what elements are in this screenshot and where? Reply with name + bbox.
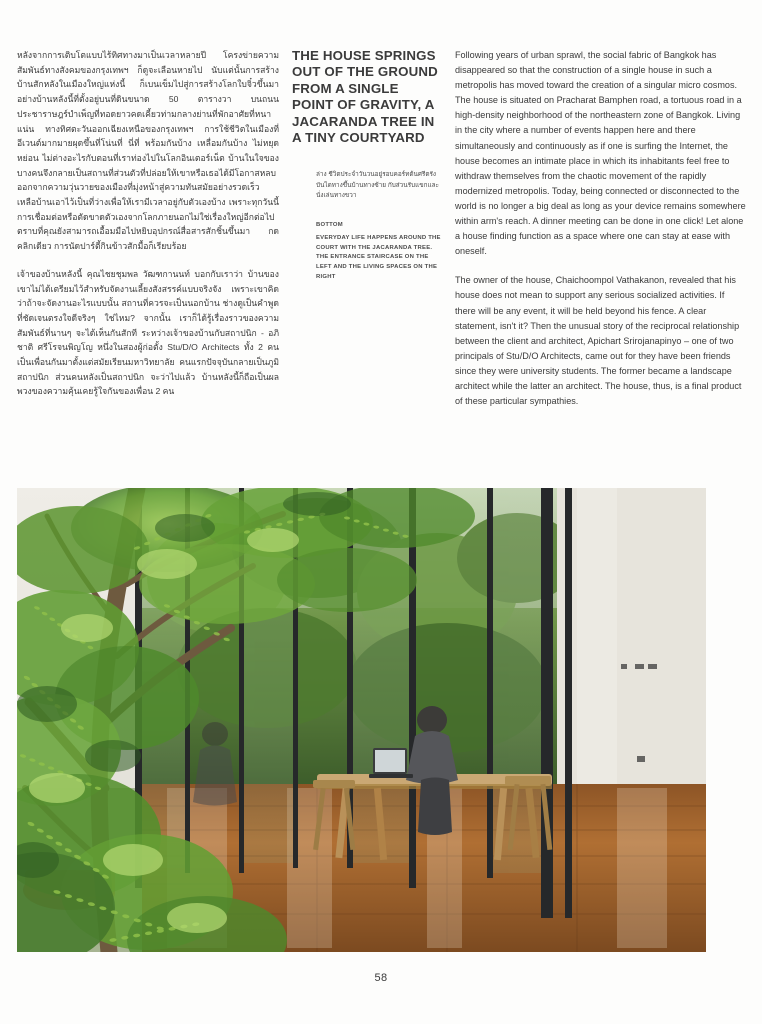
english-body-column bbox=[455, 48, 747, 423]
caption-english-lead: BOTTOM bbox=[316, 221, 343, 228]
page-title: THE HOUSE SPRINGS OUT OF THE GROUND FROM A SINGLE POINT OF GRAVITY, A JACARANDA TREE IN A TINY COURTYARD bbox=[292, 48, 438, 146]
caption-english-body: EVERYDAY LIFE HAPPENS AROUND THE COURT WITH THE JACARANDA TREE. THE ENTRANCE STAIRCASE ON THE LEFT AND THE LIVING SPACES ON THE RIGHT bbox=[316, 235, 441, 280]
english-paragraph-1: Following years of urban sprawl, the social fabric of Bangkok has disappeared so that the construction of a single house in such a metropolis has moved toward the creation of a singular micro cosmos. The house is situated on Pracharat Bamphen road, a tortuous road in a high-density neighborhood of the northeastern zone of Bangkok. Living in the city where a number of events happen here and there simultaneously and continuously as if one is surfing the Internet, the house becomes an intimate place in which its inhabitants feel free to withdraw themselves from the chaotic movement of the rapidly modernized metropolis. Today, being connected or disconnected to the world is no longer a big deal as long as your device remains somewhere within arm's reach. A dinner meeting can be done in one click! Let alone a house finding function as a space where one can stay at ease with oneself. bbox=[455, 50, 746, 257]
headline-caption-column bbox=[292, 48, 442, 282]
thai-paragraph-2: เจ้าของบ้านหลังนี้ คุณไชยชุมพล วัฒฑกานนท์ บอกกับเราว่า บ้านของเขาไม่ได้เตรียมไว้สำหรับจัดงานเลี้ยงสังสรรค์แบบจริงจัง เพราะเขาคิดว่าถ้าจะจัดงานอะไรแบบนั้น สถานที่ควรจะเป็นนอกบ้าน ช่างดูเป็นคำพูดที่ชัดเจนตรงใจดีจริงๆ ใช่ไหม? จากนั้น เราก็ได้รู้เรื่องราวของความสัมพันธ์ที่นานๆ จะได้เห็นกันสักที ระหว่างเจ้าของบ้านกับสถาปนิก - อภิชาติ ศรีโรจนพิญโญ หนึ่งในสองผู้ก่อตั้ง Stu/D/O Architects ทั้ง 2 คนเป็นเพื่อนกันมาตั้งแต่สมัยเรียนมหาวิทยาลัย คนแรกปัจจุบันกลายเป็นภูมิสถาปนิก ส่วนคนหลังเป็นสถาปนิก จะว่าไปแล้ว บ้านหลังนี้ก็ถือเป็นผลพวงของความคุ้นเคยรู้ใจกันของเพื่อน 2 คน bbox=[17, 268, 279, 397]
english-paragraph-2: The owner of the house, Chaichoompol Vathakanon, revealed that his house does not mean to support any serious socialized activities. If there will be any event, it will be held beyond his fence. A clear statement, isn't it? Then the unusual story of the reciprocal relationship between the client and architect, Apichart Srirojanapinyo – one of two principals of Stu/D/O Architects, came out for they have been friends since they were university students. The former became a landscape architect while the latter an architect. The house, thus, is a final product of these particular sympathies. bbox=[455, 275, 742, 407]
caption-english bbox=[316, 221, 442, 283]
thai-body-column bbox=[17, 48, 279, 412]
article-columns bbox=[0, 48, 762, 478]
thai-paragraph-1: หลังจากการเติบโตแบบไร้ทิศทางมาเป็นเวลาหลายปี โครงข่ายความสัมพันธ์ทางสังคมของกรุงเทพฯ ก็ดูจะเลือนหายไป นับแต่นั้นการสร้างบ้านสักหลังในเมืองใหญ่แห่งนี้ ก็เบนเข็มไปสู่การสร้างโลกใบจิ๋วขึ้นมา อย่างบ้านหลังนี้ที่ตั้งอยู่บนที่ดินขนาด 50 ตารางวา บนถนนประชาราษฎร์บำเพ็ญที่ทอดยาวคดเคี้ยวท่ามกลางย่านที่พักอาศัยที่หนาแน่น ทางทิศตะวันออกเฉียงเหนือของกรุงเทพฯ การใช้ชีวิตในเมืองที่อีเวนต์มากมายผุดขึ้นที่โน่นที่ นี่ที่ พร้อมกันบ้าง เหลื่อมกันบ้าง ไม่หยุดหย่อน ไม่ต่างอะไรกับตอนที่เราท่องไปในโลกอินเตอร์เน็ต บ้านในใจของบางคนจึงกลายเป็นสถานที่ส่วนตัวที่ปล่อยให้เขาหรือเธอได้มีโอกาสหลบออกจากความวุ่นวายของเมืองที่มุ่งหน้าสู่ความทันสมัยอย่างรวดเร็ว เหลือบ้านเอาไว้เป็นที่ว่างเพื่อให้เรามีเวลาอยู่กับตัวเองบ้าง เพราะทุกวันนี้ การเชื่อมต่อหรือตัดขาดตัวเองจากโลกภายนอกไม่ใช่เรื่องใหญ่อีกต่อไป ตราบที่คุณยังสามารถเอื้อมมือไปหยิบอุปกรณ์สื่อสารสักชิ้นขึ้นมา กดคลิกเดียว การนัดปาร์ตี้กินข้าวสักมื้อก็เรียบร้อย bbox=[17, 50, 279, 252]
article-photograph bbox=[17, 488, 706, 952]
photograph-illustration bbox=[17, 488, 706, 952]
caption-thai: ล่าง ชีวิตประจำวันวนอยู่รอบคอร์ทต้นศรีตรัง บันไดทางขึ้นบ้านทางซ้าย กับส่วนรับแขกและนั่งเล่นทางขวา bbox=[316, 171, 439, 200]
page-number: 58 bbox=[374, 972, 388, 984]
